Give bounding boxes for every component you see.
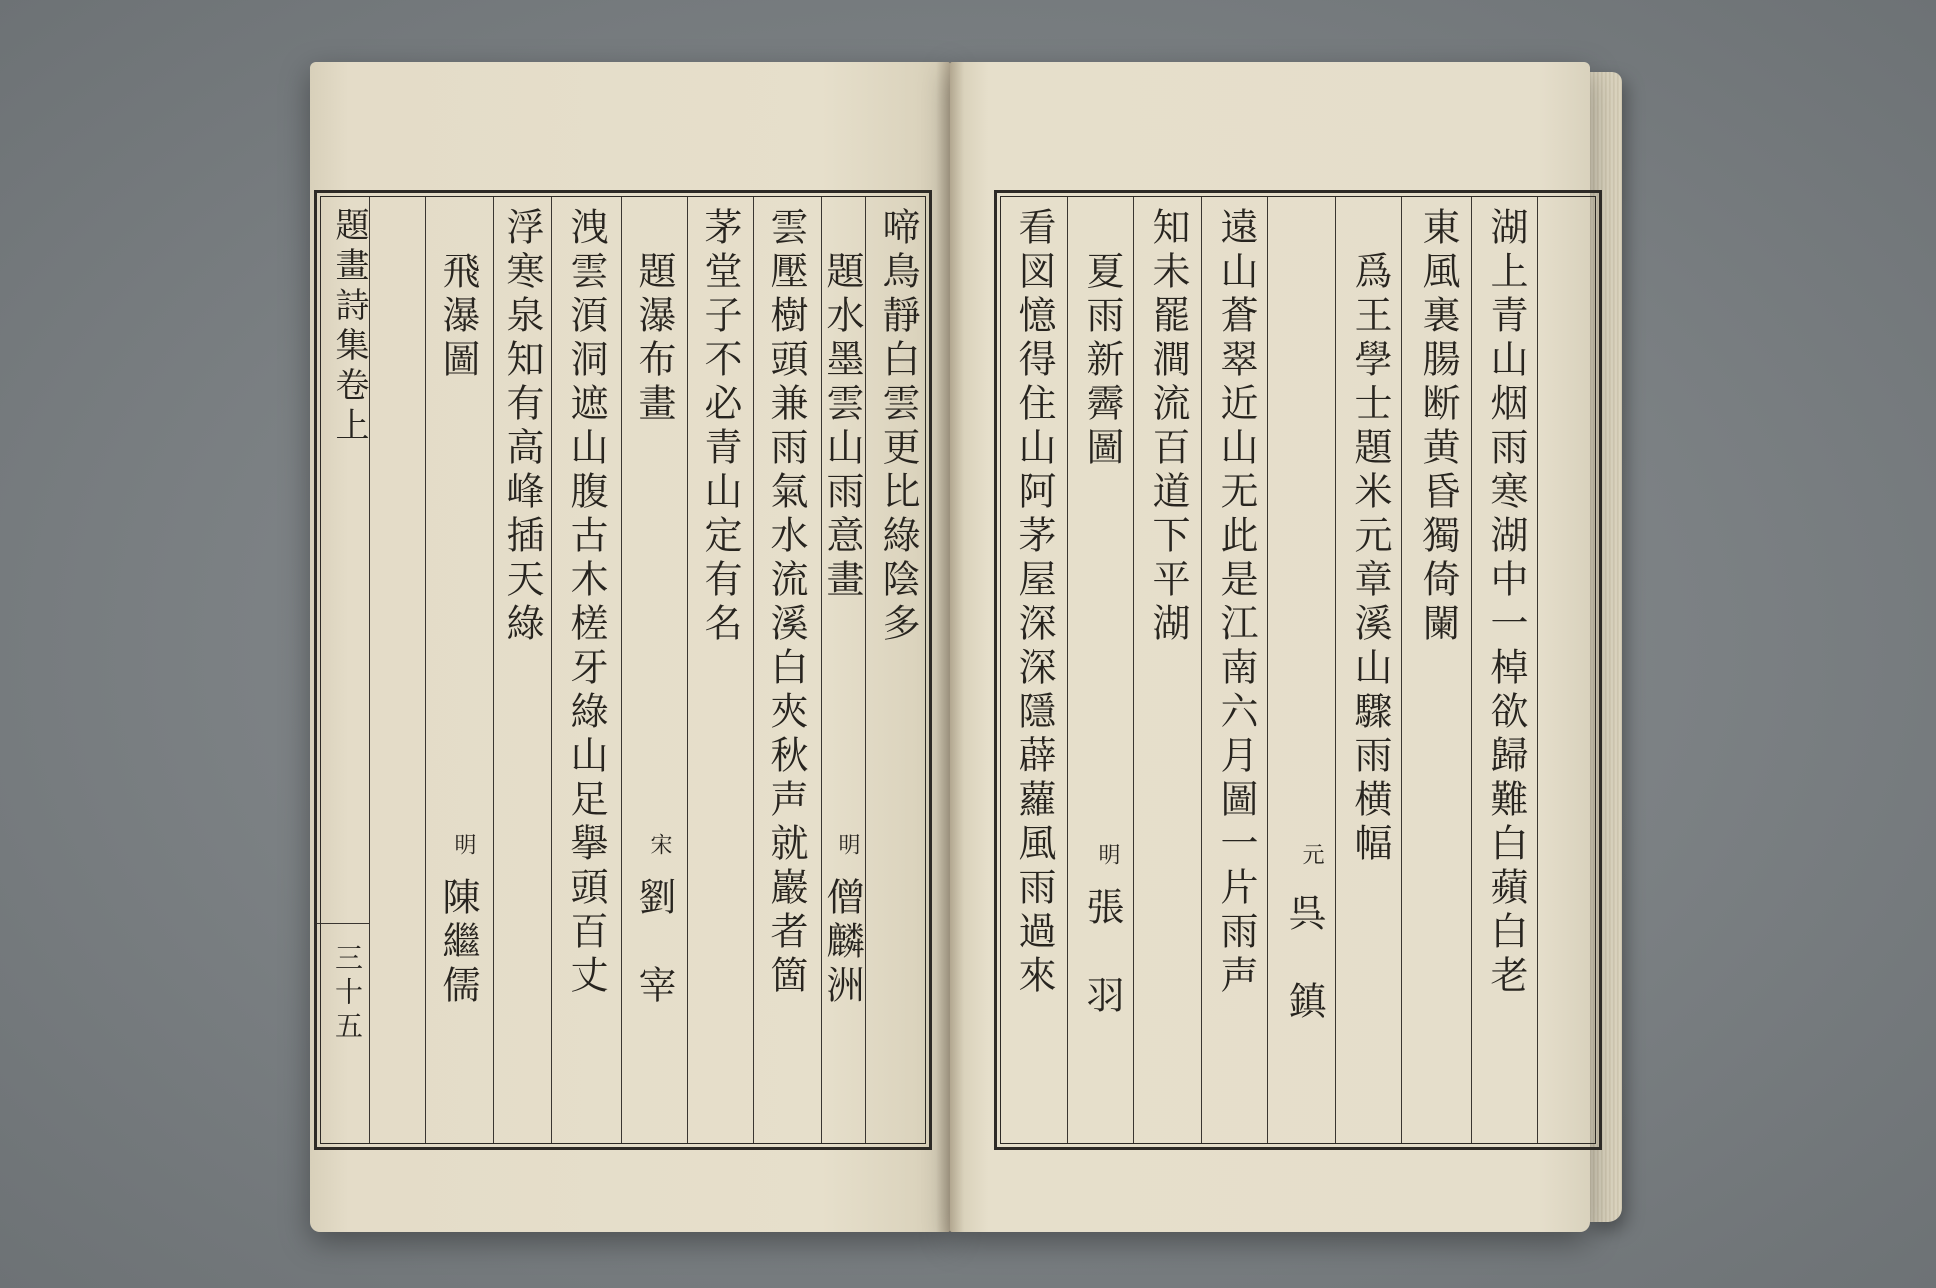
left-col-5-title: 題瀑布畫 bbox=[632, 251, 676, 427]
left-col-5-dynasty: 宋 bbox=[647, 833, 672, 857]
right-col-3-title: 爲王學士題米元章溪山驟雨横幅 bbox=[1348, 251, 1392, 867]
margin-title: 題畫詩集卷上 bbox=[329, 207, 369, 447]
right-col-5: 知未罷澗流百道下平湖 bbox=[1146, 207, 1190, 647]
left-col-2-author: 僧麟洲 bbox=[820, 877, 864, 1009]
left-col-2-title: 題水墨雲山雨意畫 bbox=[820, 251, 864, 603]
right-page-frame bbox=[994, 190, 1602, 1150]
right-col-6-title: 夏雨新霽圖 bbox=[1080, 251, 1124, 471]
folio-number: 三十五 bbox=[331, 943, 364, 1045]
left-col-8-dynasty: 明 bbox=[451, 833, 476, 857]
left-col-8-author: 陳繼儒 bbox=[436, 877, 480, 1009]
left-col-1: 啼鳥靜白雲更比綠陰多 bbox=[876, 207, 920, 647]
right-col-6-dynasty: 明 bbox=[1095, 843, 1120, 867]
left-col-2-dynasty: 明 bbox=[835, 833, 860, 857]
left-col-8-title: 飛瀑圖 bbox=[436, 251, 480, 383]
right-col-7: 看図憶得住山阿茅屋深深隱薜蘿風雨過來 bbox=[1012, 207, 1056, 999]
right-col-6-author: 張 羽 bbox=[1080, 887, 1124, 1019]
right-col-4: 遠山蒼翠近山无此是江南六月圖一片雨声 bbox=[1214, 207, 1258, 999]
left-col-7: 浮寒泉知有高峰插天綠 bbox=[500, 207, 544, 647]
left-col-4: 茅堂子不必青山定有名 bbox=[698, 207, 742, 647]
left-col-3: 雲壓樹頭兼雨氣水流溪白夾秋声就巖者箇 bbox=[764, 207, 808, 999]
right-col-3-dynasty: 元 bbox=[1299, 843, 1324, 867]
book-gutter bbox=[936, 62, 964, 1232]
right-col-2: 東風裏腸断黄昏獨倚闌 bbox=[1416, 207, 1460, 647]
left-col-6: 洩雲湏洞遮山腹古木槎牙綠山足擧頭百丈 bbox=[564, 207, 608, 999]
right-col-1: 湖上青山烟雨寒湖中一棹欲歸難白蘋白老 bbox=[1484, 207, 1528, 999]
left-col-5-author: 劉 宰 bbox=[632, 877, 676, 1009]
right-col-3-author: 呉 鎮 bbox=[1282, 893, 1326, 1025]
left-page-frame bbox=[314, 190, 932, 1150]
open-book bbox=[300, 52, 1630, 1247]
